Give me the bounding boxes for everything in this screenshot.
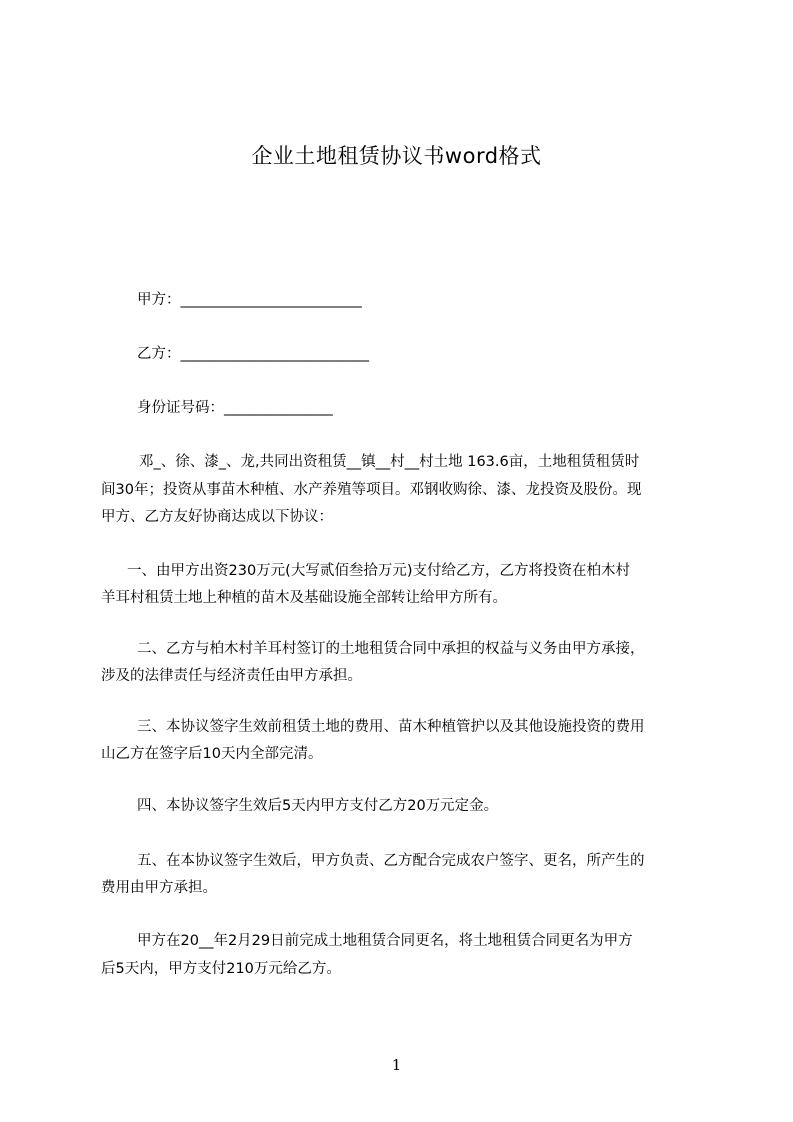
clause-2-line-1: 二、乙方与柏木村羊耳村签订的土地租赁合同中承担的权益与义务由甲方承接， [137,641,645,657]
document-title: 企业土地租赁协议书word格式 [251,144,542,168]
party-b-line: 乙方：__________________________ [137,346,369,362]
intro-line-3: 甲方、乙方友好协商达成以下协议： [101,509,333,525]
page-number: 1 [391,1056,402,1074]
intro-line-1: 邓_、徐、漆_、龙,共同出资租赁__镇__村__村土地 163.6亩，土地租赁租赁时 [139,454,640,470]
clause-6-line-1: 甲方在20__年2月29日前完成土地租赁合同更名，将土地租赁合同更名为甲方 [137,933,633,949]
clause-2-line-2: 涉及的法律责任与经济责任由甲方承担。 [101,668,362,684]
clause-5-line-1: 五、在本协议签字生效后，甲方负责、乙方配合完成农户签字、更名，所产生的 [137,853,645,869]
clause-6-line-2: 后5天内，甲方支付210万元给乙方。 [101,961,341,977]
clause-5-line-2: 费用由甲方承担。 [101,880,217,896]
clause-1-line-1: 一、由甲方出资230万元(大写贰佰叁拾万元)支付给乙方，乙方将投资在柏木村 [127,563,630,579]
clause-3-line-2: 山乙方在签字后10天内全部完清。 [101,746,323,762]
intro-line-2: 间30年；投资从事苗木种植、水产养殖等项目。邓钢收购徐、漆、龙投资及股份。现 [101,482,642,498]
id-number-line: 身份证号码：_______________ [137,400,333,416]
clause-4-line-1: 四、本协议签字生效后5天内甲方支付乙方20万元定金。 [137,798,499,814]
party-a-line: 甲方：_________________________ [137,292,362,308]
clause-1-line-2: 羊耳村租赁土地上种植的苗木及基础设施全部转让给甲方所有。 [101,590,507,606]
clause-3-line-1: 三、本协议签字生效前租赁土地的费用、苗木种植管护以及其他设施投资的费用 [137,719,645,735]
